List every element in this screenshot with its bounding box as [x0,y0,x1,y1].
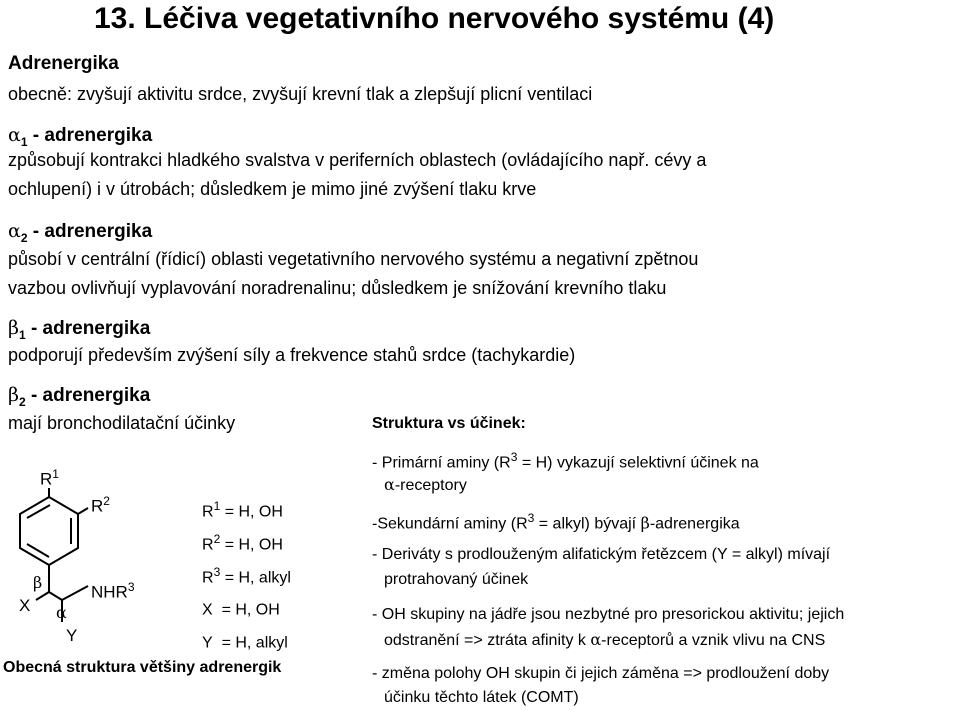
sar-point-5-cont: účinku těchto látek (COMT) [384,689,579,706]
alpha1-text-line2: ochlupení) i v útrobách; důsledkem je mimo jiné zvýšení tlaku krve [8,179,537,199]
page-title: 13. Léčiva vegetativního nervového systému (4) [94,2,775,35]
beta-symbol: β [8,384,19,406]
beta2-index: 2 [18,394,26,409]
x-label: X [19,596,31,615]
sar-point-2: -Sekundární aminy ($R^3$ = alkyl) bývají β-adrenergika [372,511,740,533]
beta1-index: 1 [18,327,26,342]
alpha2-text-line1: působí v centrální (řídicí) oblasti vegetativního nervového systému a negativní zpětnou [8,249,699,269]
alpha-symbol: α [8,124,21,146]
y-label: Y [66,626,78,645]
sar-point-3: - Deriváty s prodlouženým alifatickým řetězcem (Y = alkyl) mívají [372,546,831,563]
beta2-label: - adrenergika [25,385,151,406]
substituent-row: $R^1 = H$, OH [202,499,283,521]
alpha1-index: 1 [20,134,28,149]
chain-bond [62,586,88,600]
x-bond [36,592,49,600]
alpha2-label: - adrenergika [27,221,153,242]
substituent-row: X = H, OH [202,601,280,619]
beta-carbon-label: β [33,573,43,592]
beta-symbol: β [640,513,650,533]
sar-point-3-cont: protrahovaný účinek [384,571,529,588]
alpha2-text-line2: vazbou ovlivňují vyplavování noradrenalinu; důsledkem je snížování krevního tlaku [8,278,667,298]
benzene-ring [20,497,78,565]
r1-label: $R^1$ [40,467,59,489]
alpha-symbol: α [384,475,395,494]
alpha-carbon-label: α [56,603,67,622]
alpha-symbol: α [590,630,602,649]
sar-point-5: - změna polohy OH skupin či jejich záměna => prodloužení doby [372,665,830,682]
nhr3-label: NHR$^3$ [91,580,135,602]
beta1-label: - adrenergika [25,318,151,339]
sar-point-4-cont: odstranění => ztráta afinity k α-receptorů a vznik vlivu na CNS [384,630,826,649]
beta1-text-line1: podporují především zvýšení síly a frekvence stahů srdce (tachykardie) [8,345,576,365]
sar-heading: Struktura vs účinek: [372,415,526,432]
substituent-row: $R^3 = H$, alkyl [202,564,291,586]
chain-bond [49,592,62,600]
beta-symbol: β [8,317,19,339]
sar-point-1: - Primární aminy $(R^3 = H)$ vykazují selektivní účinek na [372,450,759,472]
general-description: obecně: zvyšují aktivitu srdce, zvyšují krevní tlak a zlepšují plicní ventilaci [8,84,593,104]
sar-point-1-cont: α-receptory [384,475,467,494]
substituent-row: $R^2 = H$, OH [202,531,283,554]
r2-bond [78,508,88,514]
alpha1-label: - adrenergika [27,125,153,146]
substituent-list [202,493,291,657]
alpha-symbol: α [8,220,21,242]
r2-label: $R^2$ [91,494,110,516]
sar-point-4: - OH skupiny na jádře jsou nezbytné pro presorickou aktivitu; jejich [372,606,845,623]
structure-caption: Obecná struktura většiny adrenergik [3,659,282,676]
alpha1-text-line1: způsobují kontrakci hladkého svalstva v periferních oblastech (ovládajícího např. cévy a [8,150,707,170]
alpha2-index: 2 [20,230,28,245]
beta2-text-line1: mají bronchodilatační účinky [8,413,236,433]
substituent-row: Y = H, alkyl [202,634,288,652]
section-heading-adrenergika: Adrenergika [8,53,119,74]
